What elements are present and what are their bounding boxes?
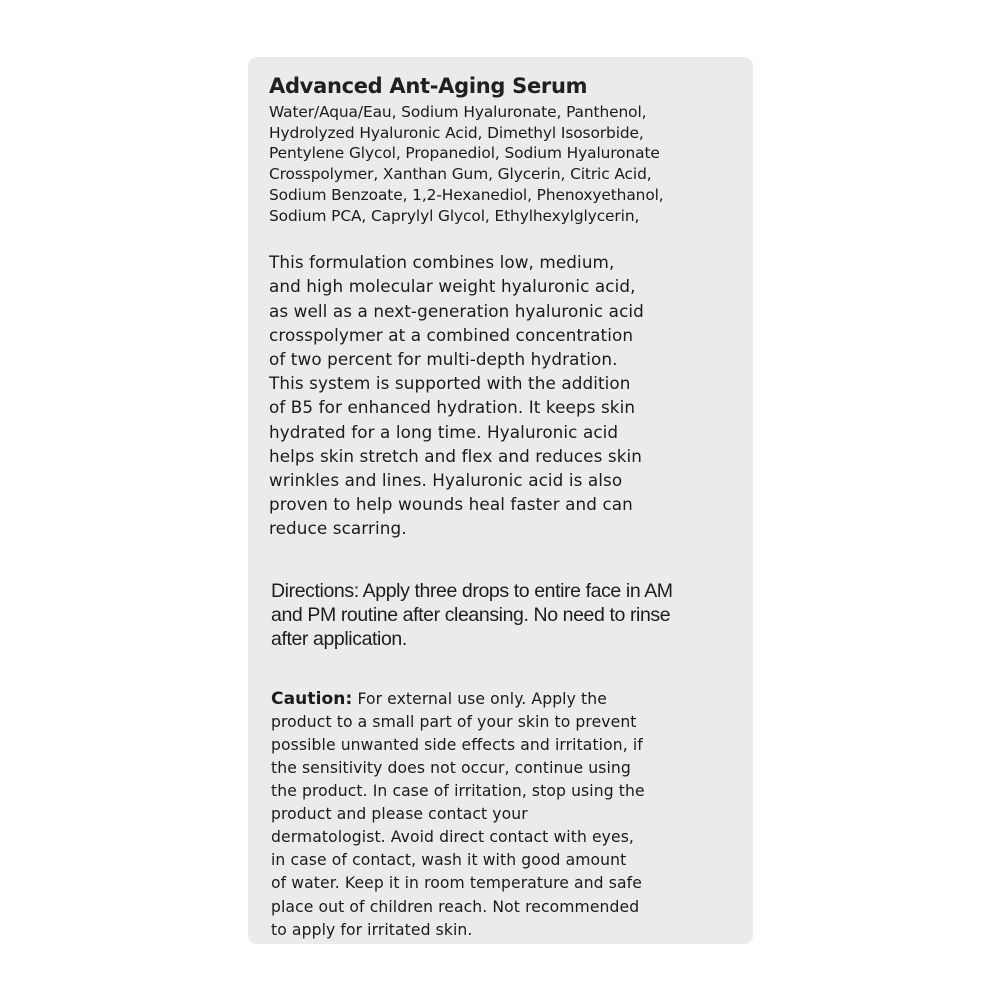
caution-heading: Caution: bbox=[271, 688, 353, 709]
directions-text: Apply three drops to entire face in AM and PM routine after cleansing. No need to rinse after application. bbox=[271, 579, 673, 650]
product-label-card bbox=[248, 57, 753, 944]
product-title: Advanced Ant-Aging Serum bbox=[269, 74, 588, 98]
directions-section bbox=[271, 579, 733, 651]
directions-separator: : bbox=[353, 579, 363, 602]
caution-text: For external use only. Apply the product to a small part of your skin to prevent possible unwanted side effects and irritation, if the sensitivity does not occur, continue using the product. In case of irritation, stop using the product and please contact your dermatologist. Avoid direct contact with eyes, in case of contact, wash it with good amount of water. Keep it in room temperature and safe place out of children reach. Not recommended to apply for irritated skin. bbox=[271, 689, 645, 939]
caution-section bbox=[271, 688, 733, 942]
ingredients-list: Water/Aqua/Eau, Sodium Hyaluronate, Panthenol, Hydrolyzed Hyaluronic Acid, Dimethyl Isosorbide, Pentylene Glycol, Propanediol, Sodium Hyaluronate Crosspolymer, Xanthan Gum, Glycerin, Citric Acid, Sodium Benzoate, 1,2-Hexanediol, Phenoxyethanol, Sodium PCA, Caprylyl Glycol, Ethylhexylglycerin, bbox=[269, 103, 664, 225]
directions-heading: Directions bbox=[271, 579, 354, 602]
product-description: This formulation combines low, medium, and high molecular weight hyaluronic acid, as well as a next-generation hyaluronic acid crosspolymer at a combined concentration of two percent for multi-depth hydration. This system is supported with the addition of B5 for enhanced hydration. It keeps skin hydrated for a long time. Hyaluronic acid helps skin stretch and flex and reduces skin wrinkles and lines. Hyaluronic acid is also proven to help wounds heal faster and can reduce scarring. bbox=[269, 252, 644, 539]
